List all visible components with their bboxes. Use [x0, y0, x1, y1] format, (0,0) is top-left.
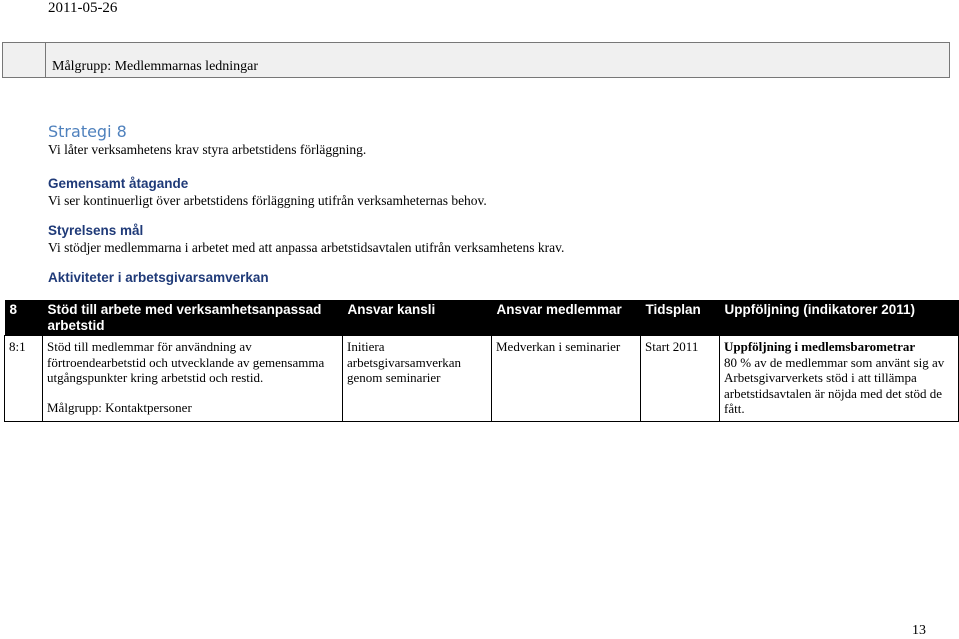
page-number: 13 — [912, 623, 926, 638]
commitment-heading: Gemensamt åtagande — [48, 176, 189, 191]
target-group-label: Målgrupp: Medlemmarnas ledningar — [52, 59, 259, 74]
header-member-responsibility: Ansvar medlemmar — [492, 300, 641, 336]
board-goal-text: Vi stödjer medlemmarna i arbetet med att anpassa arbetstidsavtalen utifrån verksamhetens krav. — [48, 240, 565, 255]
row-number: 8:1 — [5, 336, 43, 422]
header-title: Stöd till arbete med verksamhetsanpassad arbetstid — [43, 300, 343, 336]
table-row — [5, 336, 959, 422]
row-target-group: Målgrupp: Kontaktpersoner — [47, 399, 192, 415]
header-number: 8 — [5, 300, 43, 336]
header-schedule: Tidsplan — [641, 300, 720, 336]
row-description: Stöd till medlemmar för användning av förtroendearbetstid och utvecklande av gemensamma utgångspunkter kring arbetstid och restid. — [47, 339, 325, 385]
commitment-text: Vi ser kontinuerligt över arbetstidens förläggning utifrån verksamheternas behov. — [48, 193, 487, 208]
row-member-responsibility: Medverkan i seminarier — [492, 336, 641, 422]
document-date: 2011-05-26 — [48, 0, 118, 16]
header-followup: Uppföljning (indikatorer 2011) — [720, 300, 959, 336]
row-schedule: Start 2011 — [641, 336, 720, 422]
strategy-text: Vi låter verksamhetens krav styra arbetstidens förläggning. — [48, 142, 367, 157]
row-followup-cell — [720, 336, 959, 422]
row-followup-text: 80 % av de medlemmar som använt sig av Arbetsgivarverkets stöd i att tillämpa arbetstidsavtalen är nöjda med det stöd de fått. — [724, 354, 945, 416]
board-goal-heading: Styrelsens mål — [48, 223, 144, 238]
activity-table — [4, 300, 959, 422]
table-header-row — [5, 300, 959, 336]
activities-heading: Aktiviteter i arbetsgivarsamverkan — [48, 270, 269, 285]
strategy-title: Strategi 8 — [48, 122, 127, 141]
header-office-responsibility: Ansvar kansli — [343, 300, 492, 336]
target-bar-divider — [45, 43, 46, 77]
row-followup-title: Uppföljning i medlemsbarometrar — [724, 339, 916, 354]
row-office-responsibility: Initiera arbetsgivarsamverkan genom seminarier — [343, 336, 492, 422]
row-description-cell — [43, 336, 343, 422]
